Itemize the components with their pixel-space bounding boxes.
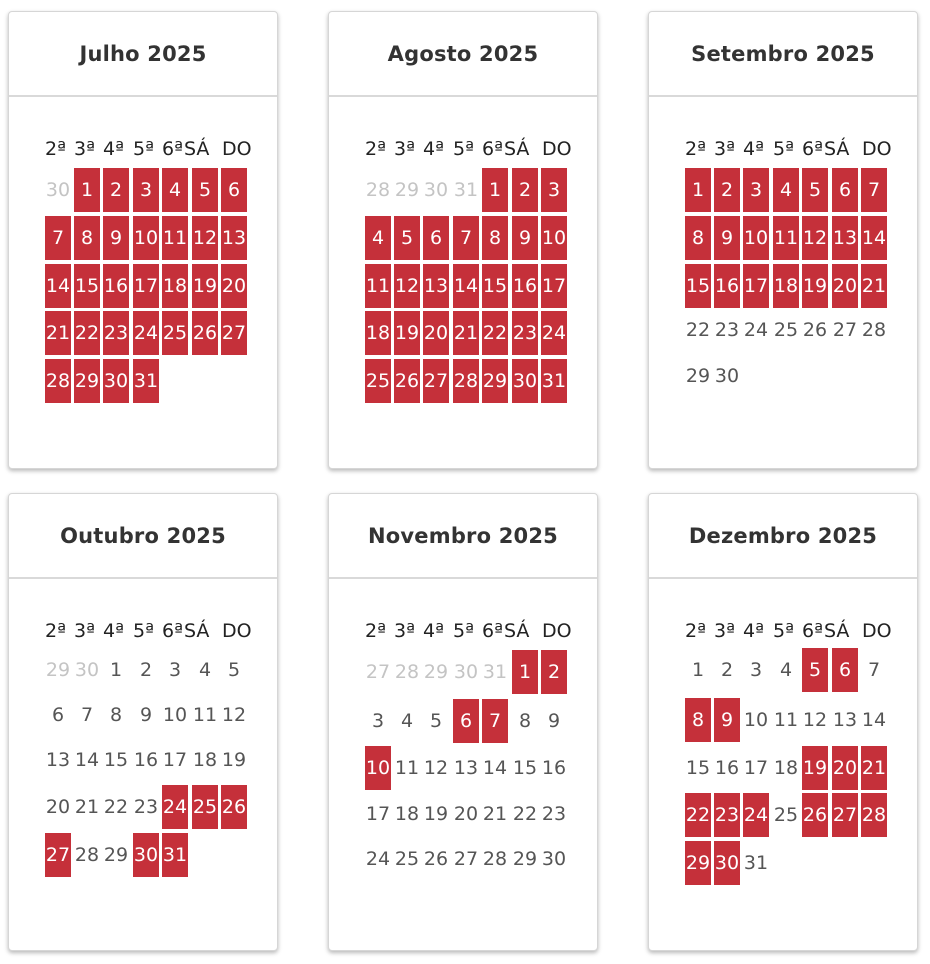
calendar-day-available[interactable]: 5 bbox=[192, 168, 218, 212]
calendar-day-available[interactable]: 9 bbox=[714, 216, 740, 260]
weekday-header bbox=[9, 620, 277, 644]
weekday-label: 6ª bbox=[482, 620, 504, 642]
month-card-september bbox=[648, 11, 918, 469]
calendar-day[interactable]: 23 bbox=[541, 803, 567, 825]
calendar-day[interactable]: 14 bbox=[74, 749, 100, 771]
calendar-day[interactable]: 3 bbox=[168, 659, 182, 681]
calendar-day-available[interactable]: 12 bbox=[192, 216, 218, 260]
calendar-day-outside: 29 bbox=[394, 179, 420, 201]
calendar-day[interactable]: 27 bbox=[453, 848, 479, 870]
calendar-day[interactable]: 11 bbox=[394, 757, 420, 779]
calendar-day-available[interactable]: 3 bbox=[541, 168, 567, 212]
weekday-label: 6ª bbox=[482, 138, 504, 160]
calendar-day-available[interactable]: 7 bbox=[453, 216, 479, 260]
calendar-day[interactable]: 20 bbox=[45, 796, 71, 818]
calendar-day-available[interactable]: 16 bbox=[512, 264, 538, 308]
calendar-day[interactable]: 2 bbox=[720, 659, 734, 681]
calendar-day-available[interactable]: 31 bbox=[162, 833, 188, 877]
calendar-day-available[interactable]: 25 bbox=[162, 311, 188, 355]
calendar-day-available[interactable]: 8 bbox=[685, 216, 711, 260]
calendar-day[interactable]: 4 bbox=[400, 710, 414, 732]
calendar-day-outside: 29 bbox=[423, 661, 449, 683]
calendar-day-available[interactable]: 21 bbox=[453, 311, 479, 355]
calendar-day-available[interactable]: 1 bbox=[512, 650, 538, 694]
calendar-day-available[interactable]: 15 bbox=[74, 264, 100, 308]
calendar-day-available[interactable]: 24 bbox=[743, 793, 769, 837]
calendar-day-outside: 30 bbox=[74, 659, 100, 681]
calendar-day[interactable]: 30 bbox=[714, 365, 740, 387]
calendar-day-available[interactable]: 12 bbox=[802, 216, 828, 260]
weekday-label: DO bbox=[862, 138, 892, 160]
weekday-label: 3ª bbox=[394, 138, 416, 160]
calendar-day-available[interactable]: 1 bbox=[482, 168, 508, 212]
calendar-day[interactable]: 14 bbox=[482, 757, 508, 779]
calendar-day-available[interactable]: 14 bbox=[45, 264, 71, 308]
calendar-day-outside: 28 bbox=[394, 661, 420, 683]
weekday-label: DO bbox=[542, 620, 572, 642]
calendar-day-available[interactable]: 5 bbox=[802, 648, 828, 692]
calendar-day[interactable]: 26 bbox=[802, 319, 828, 341]
calendar-day[interactable]: 29 bbox=[512, 848, 538, 870]
calendar-day-available[interactable]: 6 bbox=[453, 699, 479, 743]
calendar-day[interactable]: 15 bbox=[512, 757, 538, 779]
calendar-day[interactable]: 13 bbox=[453, 757, 479, 779]
calendar-day[interactable]: 8 bbox=[518, 710, 532, 732]
calendar-day[interactable]: 18 bbox=[394, 803, 420, 825]
calendar-day-available[interactable]: 8 bbox=[685, 698, 711, 742]
month-title: Setembro 2025 bbox=[649, 12, 917, 97]
calendar-day-available[interactable]: 24 bbox=[133, 311, 159, 355]
calendar-day[interactable]: 14 bbox=[861, 709, 887, 731]
calendar-day-available[interactable]: 30 bbox=[103, 359, 129, 403]
calendar-day-available[interactable]: 26 bbox=[221, 785, 247, 829]
weekday-label: 4ª bbox=[743, 138, 765, 160]
weekday-label: 2ª bbox=[685, 138, 707, 160]
calendar-day-available[interactable]: 23 bbox=[714, 793, 740, 837]
calendar-day-available[interactable]: 29 bbox=[685, 841, 711, 885]
calendar-day-available[interactable]: 28 bbox=[453, 359, 479, 403]
calendar-day-available[interactable]: 18 bbox=[162, 264, 188, 308]
weekday-header bbox=[649, 620, 917, 644]
month-card-december bbox=[648, 493, 918, 951]
calendar-day-available[interactable]: 3 bbox=[743, 168, 769, 212]
calendar-day-available[interactable]: 12 bbox=[394, 264, 420, 308]
calendar-day[interactable]: 21 bbox=[482, 803, 508, 825]
calendar-day-available[interactable]: 9 bbox=[103, 216, 129, 260]
calendar-day[interactable]: 17 bbox=[162, 749, 188, 771]
calendar-day[interactable]: 15 bbox=[103, 749, 129, 771]
calendar-day[interactable]: 16 bbox=[714, 757, 740, 779]
calendar-day[interactable]: 5 bbox=[429, 710, 443, 732]
calendar-day[interactable]: 4 bbox=[198, 659, 212, 681]
calendar-day-available[interactable]: 21 bbox=[45, 311, 71, 355]
calendar-day[interactable]: 27 bbox=[832, 319, 858, 341]
calendar-day-available[interactable]: 14 bbox=[861, 216, 887, 260]
calendar-day-available[interactable]: 28 bbox=[45, 359, 71, 403]
weekday-label: 2ª bbox=[45, 620, 67, 642]
weekday-label: 3ª bbox=[74, 620, 96, 642]
calendar-day-available[interactable]: 28 bbox=[861, 793, 887, 837]
weekday-label: 2ª bbox=[685, 620, 707, 642]
calendar-day-available[interactable]: 6 bbox=[221, 168, 247, 212]
calendar-day-available[interactable]: 25 bbox=[192, 785, 218, 829]
calendar-day[interactable]: 12 bbox=[802, 709, 828, 731]
calendar-day[interactable]: 31 bbox=[743, 852, 769, 874]
calendar-day[interactable]: 15 bbox=[685, 757, 711, 779]
weekday-label: 5ª bbox=[773, 138, 795, 160]
calendar-day-available[interactable]: 18 bbox=[365, 311, 391, 355]
calendar-day-available[interactable]: 25 bbox=[365, 359, 391, 403]
calendar-day[interactable]: 21 bbox=[74, 796, 100, 818]
calendar-day[interactable]: 23 bbox=[133, 796, 159, 818]
calendar-day[interactable]: 18 bbox=[192, 749, 218, 771]
calendar-day-available[interactable]: 2 bbox=[541, 650, 567, 694]
weekday-label: DO bbox=[222, 138, 252, 160]
calendar-day-outside: 27 bbox=[365, 661, 391, 683]
calendar-day-available[interactable]: 19 bbox=[802, 746, 828, 790]
calendar-day-available[interactable]: 22 bbox=[482, 311, 508, 355]
calendar-day-available[interactable]: 21 bbox=[861, 746, 887, 790]
weekday-label: 5ª bbox=[133, 138, 155, 160]
calendar-day-available[interactable]: 22 bbox=[685, 793, 711, 837]
month-title: Outubro 2025 bbox=[9, 494, 277, 579]
calendar-day-available[interactable]: 23 bbox=[512, 311, 538, 355]
weekday-label: 4ª bbox=[423, 138, 445, 160]
month-title: Julho 2025 bbox=[9, 12, 277, 97]
calendar-day-available[interactable]: 30 bbox=[714, 841, 740, 885]
weekday-label: SÁ bbox=[824, 620, 850, 642]
weekday-label: 5ª bbox=[133, 620, 155, 642]
calendar-day-available[interactable]: 17 bbox=[541, 264, 567, 308]
calendar-day[interactable]: 5 bbox=[227, 659, 241, 681]
weekday-label: DO bbox=[542, 138, 572, 160]
calendar-day-available[interactable]: 16 bbox=[714, 264, 740, 308]
calendar-day[interactable]: 25 bbox=[773, 804, 799, 826]
calendar-day-available[interactable]: 11 bbox=[162, 216, 188, 260]
calendar-day-available[interactable]: 17 bbox=[133, 264, 159, 308]
weekday-label: 4ª bbox=[103, 620, 125, 642]
calendar-day-available[interactable]: 6 bbox=[423, 216, 449, 260]
calendar-day[interactable]: 7 bbox=[80, 704, 94, 726]
calendar-day-available[interactable]: 8 bbox=[74, 216, 100, 260]
calendar-day-available[interactable]: 10 bbox=[743, 216, 769, 260]
calendar-day[interactable]: 26 bbox=[423, 848, 449, 870]
calendar-day-available[interactable]: 21 bbox=[861, 264, 887, 308]
weekday-label: 3ª bbox=[74, 138, 96, 160]
month-card-november bbox=[328, 493, 598, 951]
calendar-day[interactable]: 2 bbox=[139, 659, 153, 681]
month-card-august bbox=[328, 11, 598, 469]
weekday-label: 3ª bbox=[394, 620, 416, 642]
weekday-label: DO bbox=[862, 620, 892, 642]
calendar-day[interactable]: 30 bbox=[541, 848, 567, 870]
calendar-day[interactable]: 18 bbox=[773, 757, 799, 779]
calendar-day-available[interactable]: 17 bbox=[743, 264, 769, 308]
calendar-day[interactable]: 12 bbox=[423, 757, 449, 779]
calendar-day-available[interactable]: 8 bbox=[482, 216, 508, 260]
calendar-day-available[interactable]: 19 bbox=[394, 311, 420, 355]
weekday-label: 6ª bbox=[802, 138, 824, 160]
calendar-day-available[interactable]: 27 bbox=[221, 311, 247, 355]
calendar-day-available[interactable]: 4 bbox=[162, 168, 188, 212]
calendar-day-available[interactable]: 5 bbox=[802, 168, 828, 212]
calendar-day[interactable]: 29 bbox=[103, 844, 129, 866]
calendar-day[interactable]: 13 bbox=[45, 749, 71, 771]
calendar-day-available[interactable]: 27 bbox=[423, 359, 449, 403]
weekday-label: SÁ bbox=[504, 138, 530, 160]
calendar-day[interactable]: 24 bbox=[743, 319, 769, 341]
calendar-day-outside: 31 bbox=[482, 661, 508, 683]
calendar-day[interactable]: 10 bbox=[743, 709, 769, 731]
weekday-label: 6ª bbox=[162, 620, 184, 642]
weekday-header bbox=[649, 138, 917, 162]
calendar-day-outside: 30 bbox=[45, 179, 71, 201]
calendar-day-available[interactable]: 4 bbox=[365, 216, 391, 260]
calendar-day[interactable]: 16 bbox=[541, 757, 567, 779]
weekday-label: 5ª bbox=[453, 620, 475, 642]
weekday-label: 2ª bbox=[365, 138, 387, 160]
weekday-label: 2ª bbox=[365, 620, 387, 642]
weekday-label: SÁ bbox=[184, 620, 210, 642]
calendar-day-available[interactable]: 1 bbox=[74, 168, 100, 212]
calendar-day[interactable]: 1 bbox=[691, 659, 705, 681]
calendar-day-available[interactable]: 27 bbox=[832, 793, 858, 837]
calendar-day-available[interactable]: 5 bbox=[394, 216, 420, 260]
calendar-day-available[interactable]: 20 bbox=[221, 264, 247, 308]
calendar-day-available[interactable]: 1 bbox=[685, 168, 711, 212]
weekday-label: DO bbox=[222, 620, 252, 642]
month-title: Novembro 2025 bbox=[329, 494, 597, 579]
calendar-day-available[interactable]: 15 bbox=[482, 264, 508, 308]
weekday-label: 6ª bbox=[162, 138, 184, 160]
calendar-day[interactable]: 1 bbox=[109, 659, 123, 681]
calendar-day[interactable]: 22 bbox=[685, 319, 711, 341]
calendar-day-available[interactable]: 27 bbox=[45, 833, 71, 877]
calendar-day-available[interactable]: 30 bbox=[133, 833, 159, 877]
calendar-day[interactable]: 29 bbox=[685, 365, 711, 387]
weekday-label: SÁ bbox=[184, 138, 210, 160]
weekday-label: 4ª bbox=[423, 620, 445, 642]
calendar-day[interactable]: 24 bbox=[365, 848, 391, 870]
calendar-day-available[interactable]: 20 bbox=[832, 746, 858, 790]
calendar-day-available[interactable]: 7 bbox=[482, 699, 508, 743]
calendar-day-available[interactable]: 29 bbox=[74, 359, 100, 403]
month-card-july bbox=[8, 11, 278, 469]
calendar-day-available[interactable]: 23 bbox=[103, 311, 129, 355]
calendar-day-outside: 28 bbox=[365, 179, 391, 201]
calendar-day[interactable]: 3 bbox=[371, 710, 385, 732]
calendar-day[interactable]: 22 bbox=[103, 796, 129, 818]
calendar-day-outside: 29 bbox=[45, 659, 71, 681]
weekday-label: 4ª bbox=[743, 620, 765, 642]
weekday-label: SÁ bbox=[824, 138, 850, 160]
calendar-day[interactable]: 17 bbox=[743, 757, 769, 779]
calendar-day-available[interactable]: 19 bbox=[192, 264, 218, 308]
calendar-day[interactable]: 8 bbox=[109, 704, 123, 726]
weekday-label: SÁ bbox=[504, 620, 530, 642]
calendar-day[interactable]: 11 bbox=[773, 709, 799, 731]
calendar-day-available[interactable]: 6 bbox=[832, 168, 858, 212]
calendar-day-available[interactable]: 13 bbox=[423, 264, 449, 308]
calendar-day[interactable]: 17 bbox=[365, 803, 391, 825]
calendar-day[interactable]: 16 bbox=[133, 749, 159, 771]
calendar-day-available[interactable]: 26 bbox=[192, 311, 218, 355]
calendar-day-available[interactable]: 26 bbox=[394, 359, 420, 403]
weekday-label: 3ª bbox=[714, 620, 736, 642]
calendar-day[interactable]: 28 bbox=[74, 844, 100, 866]
calendar-day[interactable]: 19 bbox=[221, 749, 247, 771]
calendar-day[interactable]: 25 bbox=[394, 848, 420, 870]
calendar-day[interactable]: 9 bbox=[547, 710, 561, 732]
calendar-day[interactable]: 28 bbox=[861, 319, 887, 341]
calendar-day-outside: 30 bbox=[453, 661, 479, 683]
calendar-day-available[interactable]: 19 bbox=[802, 264, 828, 308]
weekday-header bbox=[329, 138, 597, 162]
calendar-day-available[interactable]: 22 bbox=[74, 311, 100, 355]
calendar-day[interactable]: 10 bbox=[162, 704, 188, 726]
calendar-day-available[interactable]: 14 bbox=[453, 264, 479, 308]
calendar-day-available[interactable]: 11 bbox=[365, 264, 391, 308]
calendar-day-available[interactable]: 7 bbox=[45, 216, 71, 260]
calendar-day-available[interactable]: 4 bbox=[773, 168, 799, 212]
weekday-header bbox=[9, 138, 277, 162]
calendar-day-available[interactable]: 2 bbox=[512, 168, 538, 212]
calendar-day-available[interactable]: 16 bbox=[103, 264, 129, 308]
weekday-header bbox=[329, 620, 597, 644]
calendar-day[interactable]: 12 bbox=[221, 704, 247, 726]
calendar-day[interactable]: 4 bbox=[779, 659, 793, 681]
calendar-day[interactable]: 25 bbox=[773, 319, 799, 341]
month-card-october bbox=[8, 493, 278, 951]
calendar-day-available[interactable]: 13 bbox=[221, 216, 247, 260]
calendar-day-available[interactable]: 26 bbox=[802, 793, 828, 837]
weekday-label: 6ª bbox=[802, 620, 824, 642]
calendar-day-available[interactable]: 31 bbox=[133, 359, 159, 403]
calendar-day-available[interactable]: 10 bbox=[541, 216, 567, 260]
weekday-label: 5ª bbox=[453, 138, 475, 160]
calendar-day-available[interactable]: 10 bbox=[133, 216, 159, 260]
calendar-day-available[interactable]: 13 bbox=[832, 216, 858, 260]
calendar-day[interactable]: 20 bbox=[453, 803, 479, 825]
calendar-day-available[interactable]: 24 bbox=[541, 311, 567, 355]
calendar-day[interactable]: 23 bbox=[714, 319, 740, 341]
calendar-day-available[interactable]: 15 bbox=[685, 264, 711, 308]
calendar-day-outside: 30 bbox=[423, 179, 449, 201]
calendar-day-available[interactable]: 10 bbox=[365, 746, 391, 790]
calendar-day-available[interactable]: 31 bbox=[541, 359, 567, 403]
calendar-day-available[interactable]: 20 bbox=[832, 264, 858, 308]
calendar-day[interactable]: 3 bbox=[749, 659, 763, 681]
calendar-day[interactable]: 11 bbox=[192, 704, 218, 726]
calendar-day-available[interactable]: 18 bbox=[773, 264, 799, 308]
calendar-day-available[interactable]: 9 bbox=[512, 216, 538, 260]
calendar-day-available[interactable]: 2 bbox=[714, 168, 740, 212]
calendar-day-outside: 31 bbox=[453, 179, 479, 201]
calendar-day-available[interactable]: 3 bbox=[133, 168, 159, 212]
month-title: Dezembro 2025 bbox=[649, 494, 917, 579]
calendar-day[interactable]: 9 bbox=[139, 704, 153, 726]
calendar-day-available[interactable]: 7 bbox=[861, 168, 887, 212]
weekday-label: 3ª bbox=[714, 138, 736, 160]
weekday-label: 4ª bbox=[103, 138, 125, 160]
weekday-label: 2ª bbox=[45, 138, 67, 160]
calendar-day-available[interactable]: 6 bbox=[832, 648, 858, 692]
weekday-label: 5ª bbox=[773, 620, 795, 642]
calendar-day[interactable]: 19 bbox=[423, 803, 449, 825]
calendar-day[interactable]: 28 bbox=[482, 848, 508, 870]
calendar-day[interactable]: 22 bbox=[512, 803, 538, 825]
calendar-day-available[interactable]: 9 bbox=[714, 698, 740, 742]
calendar-day-available[interactable]: 24 bbox=[162, 785, 188, 829]
calendar-day-available[interactable]: 29 bbox=[482, 359, 508, 403]
calendar-day-available[interactable]: 30 bbox=[512, 359, 538, 403]
calendar-day[interactable]: 7 bbox=[867, 659, 881, 681]
month-title: Agosto 2025 bbox=[329, 12, 597, 97]
calendar-day[interactable]: 13 bbox=[832, 709, 858, 731]
calendar-day-available[interactable]: 20 bbox=[423, 311, 449, 355]
calendar-day-available[interactable]: 2 bbox=[103, 168, 129, 212]
calendar-day-available[interactable]: 11 bbox=[773, 216, 799, 260]
calendar-day[interactable]: 6 bbox=[51, 704, 65, 726]
